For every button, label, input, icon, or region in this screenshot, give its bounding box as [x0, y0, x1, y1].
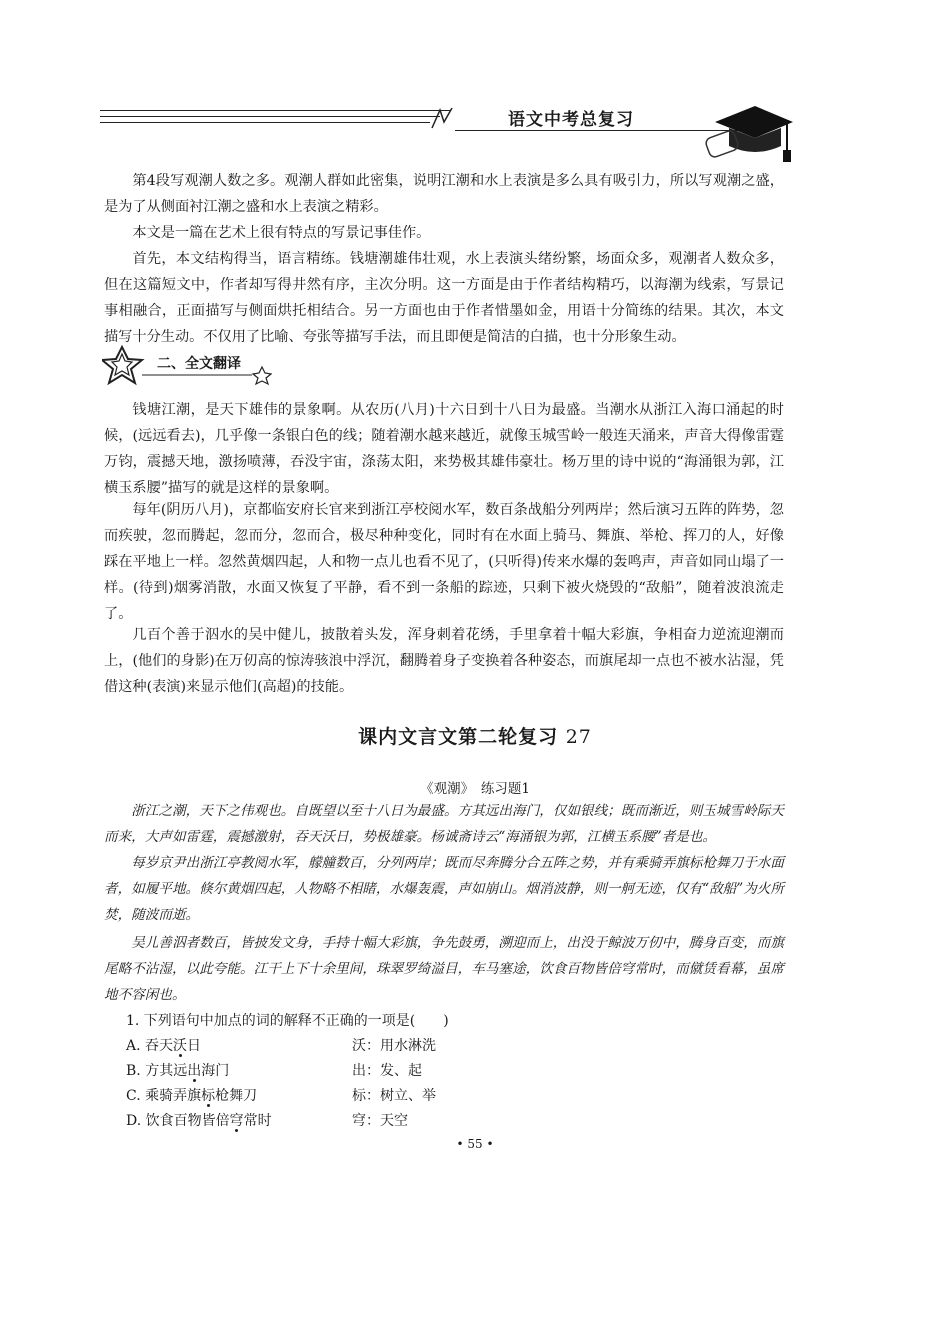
page-number: • 55 • [456, 1137, 494, 1151]
classical-paragraph-3: 吴儿善泅者数百，皆披发文身，手持十幅大彩旗，争先鼓勇，溯迎而上，出没于鲸波万仞中，腾身百变，而旗尾略不沾湿，以此夸能。江干上下十余里间，珠翠罗绮溢目，车马塞途，饮食百物皆倍穹常时，而僦赁看幕，虽席地不容闲也。 [104, 935, 784, 1003]
option-b-answer: 出：发、起 [352, 1063, 422, 1079]
exercise-subtitle: 《观潮》 练习题1 [420, 781, 530, 797]
option-a-label: A. 吞天沃日 [126, 1038, 202, 1054]
emphasis-dot [179, 1054, 182, 1057]
option-b-label: B. 方其远出海门 [126, 1063, 230, 1079]
emphasis-dot [193, 1079, 196, 1082]
review-title [0, 722, 950, 749]
translation-paragraph-2: 每年(阴历八月)，京都临安府长官来到浙江亭校阅水军，数百条战船分列两岸；然后演习五阵的阵势，忽而疾驶，忽而腾起，忽而分，忽而合，极尽种种变化，同时有在水面上骑马、舞旗、举枪、挥刀的人，好像踩在平地上一样。忽然黄烟四起，人和物一点儿也看不见了，(只听得)传来水爆的轰鸣声，声音如同山塌了一样。(待到)烟雾消散，水面又恢复了平静，看不到一条船的踪迹，只剩下被火烧毁的“敌船”，随着波浪流走了。 [104, 502, 784, 622]
header-zigzag-icon [430, 108, 460, 132]
analysis-paragraph-3: 首先，本文结构得当，语言精练。钱塘潮雄伟壮观，水上表演头绪纷繁，场面众多，观潮者人数众多，但在这篇短文中，作者却写得井然有序，主次分明。这一方面是由于作者结构精巧，以海潮为线索，写景记事相融合，正面描写与侧面烘托相结合。另一方面也由于作者惜墨如金，用语十分简练的结果。其次，本文描写十分生动。不仅用了比喻、夸张等描写手法，而且即便是简洁的白描，也十分形象生动。 [104, 251, 784, 345]
section-title: 二、全文翻译 [157, 356, 241, 372]
analysis-paragraph-1: 第4段写观潮人数之多。观潮人群如此密集，说明江潮和水上表演是多么具有吸引力，所以写观潮之盛，是为了从侧面衬江潮之盛和水上表演之精彩。 [104, 173, 784, 215]
option-c-answer: 标：树立、举 [352, 1088, 436, 1104]
review-title-text: 课内文言文第二轮复习 [358, 726, 559, 748]
review-title-number: 27 [565, 726, 592, 748]
classical-paragraph-2: 每岁京尹出浙江亭教阅水军，艨艟数百，分列两岸；既而尽奔腾分合五阵之势，并有乘骑弄旗标枪舞刀于水面者，如履平地。倏尔黄烟四起，人物略不相睹，水爆轰震，声如崩山。烟消波静，则一舸无迹，仅有“敌船”为火所焚，随波而逝。 [104, 855, 784, 923]
option-d-answer: 穹：天空 [352, 1113, 408, 1129]
header-title: 语文中考总复习 [508, 110, 634, 130]
translation-paragraph-1: 钱塘江潮，是天下雄伟的景象啊。从农历(八月)十六日到十八日为最盛。当潮水从浙江入海口涌起的时候，(远远看去)，几乎像一条银白色的线；随着潮水越来越近，就像玉城雪岭一般连天涌来，声音大得像雷霆万钧，震撼天地，激扬喷薄，吞没宇宙，涤荡太阳，来势极其雄伟豪壮。杨万里的诗中说的“海涌银为郭，江横玉系腰”描写的就是这样的景象啊。 [104, 402, 784, 496]
option-c-label: C. 乘骑弄旗标枪舞刀 [126, 1088, 258, 1104]
header-decoration-lines [100, 108, 460, 128]
option-a-answer: 沃：用水淋洗 [352, 1038, 436, 1054]
classical-paragraph-1: 浙江之潮，天下之伟观也。自既望以至十八日为最盛。方其远出海门，仅如银线；既而渐近，则玉城雪岭际天而来，大声如雷霆，震撼激射，吞天沃日，势极雄豪。杨诚斋诗云“海涌银为郭，江横玉系腰”者是也。 [104, 803, 784, 845]
emphasis-dot [207, 1104, 210, 1107]
question-stem: 1. 下列语句中加点的词的解释不正确的一项是( ) [126, 1013, 449, 1029]
emphasis-dot [235, 1129, 238, 1132]
option-d-label: D. 饮食百物皆倍穹常时 [126, 1113, 272, 1129]
analysis-paragraph-2: 本文是一篇在艺术上很有特点的写景记事佳作。 [132, 225, 431, 241]
graduation-cap-icon [705, 92, 795, 172]
translation-paragraph-3: 几百个善于泅水的吴中健儿，披散着头发，浑身刺着花绣，手里拿着十幅大彩旗，争相奋力逆流迎潮而上，(他们的身影)在万仞高的惊涛骇浪中浮沉，翻腾着身子变换着各种姿态，而旗尾却一点也不被水沾湿，凭借这种(表演)来显示他们(高超)的技能。 [104, 627, 784, 695]
